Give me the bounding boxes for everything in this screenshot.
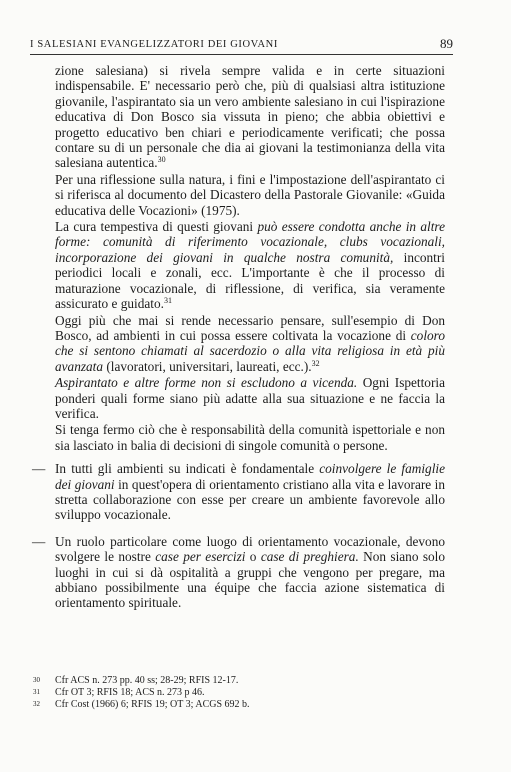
text-segment: in quest'opera di orientamento cristiano alla vita e lavorare in stretta collaborazione con esse per creare un ambiente favorevole allo sviluppo vocazionale. xyxy=(55,476,446,523)
italic-text: coinvolgere le famiglie dei giovani xyxy=(55,461,445,492)
italic-text: case di preghiera. xyxy=(260,549,359,565)
text-segment: Si tenga fermo ciò che è responsabilità della comunità ispettoriale e non sia lasciato in balia di decisioni di singole comunità o persone. xyxy=(55,422,445,453)
footnote-number: 32 xyxy=(33,700,40,709)
text-segment: o xyxy=(245,549,261,565)
footnote-number: 30 xyxy=(33,676,40,684)
text-segment: Un ruolo particolare come luogo di orientamento vocazionale, devono svolgere le nostre xyxy=(55,533,445,565)
footnote-text: Cfr OT 3; RFIS 18; ACS n. 273 p 46. xyxy=(55,687,205,699)
paragraph xyxy=(55,63,445,171)
dash-list-item xyxy=(32,533,446,611)
text-segment: zione salesiana) si rivela sempre valida e in certe situazioni indispensabile. E' necessario però che, più di qualsiasi altra istituzione giovanile, l'aspirantato sia un vero ambiente salesiano in cui l'ispirazione educativa di Don Bosco sia vissuta in pieno; che abbia obiettivi e progetto educativo ben chiari e periodicamente verificati; che possa contare su di un personale che dia ai giovani la testimonianza della vita salesiana autentica. xyxy=(55,63,445,171)
footnotes xyxy=(33,675,445,712)
italic-text: può essere condotta anche in altre forme: comunità di riferimento vocazionale, clubs vocazionali, incorporazione dei giovani in qualche nostra comunità, xyxy=(55,219,445,265)
paragraph xyxy=(55,219,445,311)
text-segment: (lavoratori, universitari, laureati, ecc.). xyxy=(103,358,312,374)
dash-list-item xyxy=(32,461,446,523)
footnote-text: Cfr Cost (1966) 6; RFIS 19; OT 3; ACGS 692 b. xyxy=(55,699,250,711)
paragraph xyxy=(55,422,445,453)
paragraph xyxy=(55,172,445,218)
running-title: I SALESIANI EVANGELIZZATORI DEI GIOVANI xyxy=(30,39,278,50)
footnote xyxy=(33,687,445,699)
footnote-text: Cfr ACS n. 273 pp. 40 ss; 28-29; RFIS 12-17. xyxy=(55,675,239,686)
footnote-ref: 32 xyxy=(311,358,320,368)
footnote xyxy=(33,699,445,711)
text-segment: La cura tempestiva di questi giovani xyxy=(55,219,258,235)
text-segment: Ogni Ispettoria ponderi quali forme siano più adatte alla sua situazione e ne faccia la verifica. xyxy=(55,375,445,421)
footnote-ref: 31 xyxy=(163,296,172,306)
footnote-ref: 30 xyxy=(157,155,166,165)
running-header xyxy=(30,36,453,55)
italic-text: coloro che si sentono chiamati al sacerdozio o alla vita religiosa in età più avanzata xyxy=(55,327,445,374)
text-segment: Per una riflessione sulla natura, i fini e l'impostazione dell'aspirantato ci si riferisca al documento del Dicastero della Pastorale Giovanile: «Guida educativa delle Vocazioni» (1975). xyxy=(55,171,445,218)
page-number: 89 xyxy=(440,36,453,51)
paragraph xyxy=(55,375,445,421)
text-segment: Non siano solo luoghi in cui si dà ospitalità a gruppi che vengono per pregare, ma abbiano possibilmente una équipe che faccia azione sistematica di orientamento spirituale. xyxy=(55,549,446,611)
dash-marker: — xyxy=(32,461,46,477)
text-segment: incontri periodici locali e zonali, ecc. L'importante è che il processo di maturazione vocazionale, di riflessione, di verifica, sia veramente assicurato e guidato. xyxy=(55,249,445,312)
italic-text: case per esercizi xyxy=(155,549,246,565)
dash-marker: — xyxy=(32,533,46,549)
footnote xyxy=(33,675,445,687)
footnote-number: 31 xyxy=(33,688,40,697)
italic-text: Aspirantato e altre forme non si escludono a vicenda. xyxy=(55,375,358,391)
paragraph xyxy=(55,313,445,375)
text-segment: In tutti gli ambienti su indicati è fondamentale xyxy=(55,461,320,477)
text-segment: Oggi più che mai si rende necessario pensare, sull'esempio di Don Bosco, ad ambienti in cui possa essere coltivata la vocazione di xyxy=(55,312,445,343)
body-text xyxy=(32,63,446,611)
